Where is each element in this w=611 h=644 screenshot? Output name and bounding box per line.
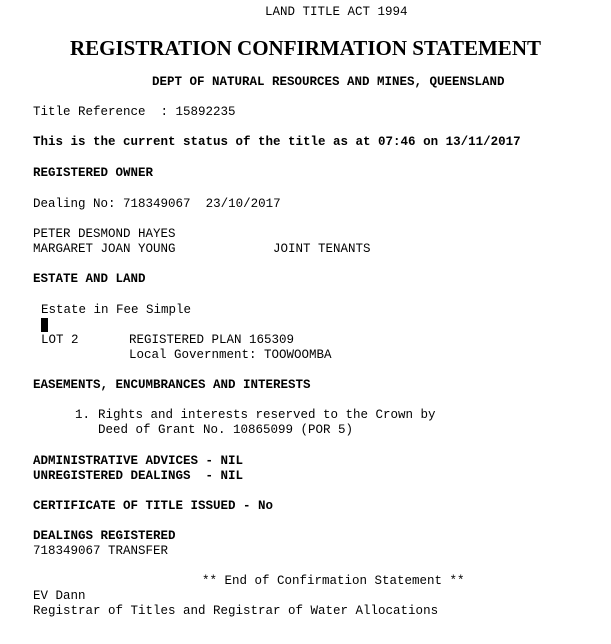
- dealing-item: 718349067 TRANSFER: [33, 544, 169, 558]
- administrative-advices: ADMINISTRATIVE ADVICES - NIL: [33, 454, 244, 468]
- easements-heading: EASEMENTS, ENCUMBRANCES AND INTERESTS: [33, 378, 311, 392]
- easement-number: 1.: [75, 408, 91, 422]
- owner-name: MARGARET JOAN YOUNG: [33, 242, 176, 256]
- tenancy-type: JOINT TENANTS: [273, 242, 371, 256]
- signatory-name: EV Dann: [33, 589, 86, 603]
- registered-owner-heading: REGISTERED OWNER: [33, 166, 154, 180]
- easement-text: Rights and interests reserved to the Crown by: [98, 408, 436, 422]
- local-government: Local Government: TOOWOOMBA: [129, 348, 332, 362]
- estate-and-land-heading: ESTATE AND LAND: [33, 272, 146, 286]
- owner-name: PETER DESMOND HAYES: [33, 227, 176, 241]
- registered-plan: REGISTERED PLAN 165309: [129, 333, 295, 347]
- signatory-role: Registrar of Titles and Registrar of Water Allocations: [33, 604, 439, 618]
- title-reference-label: Title Reference :: [33, 105, 169, 119]
- status-line: This is the current status of the title as at 07:46 on 13/11/2017: [33, 135, 521, 149]
- easement-text: Deed of Grant No. 10865099 (POR 5): [98, 423, 354, 437]
- title-reference: [33, 105, 236, 120]
- end-of-statement: ** End of Confirmation Statement **: [202, 574, 465, 588]
- dealing-line: [33, 197, 281, 212]
- title-reference-value: 15892235: [175, 105, 236, 119]
- act-name: LAND TITLE ACT 1994: [265, 5, 408, 19]
- dealing-number: 718349067: [123, 197, 191, 211]
- estate-type: Estate in Fee Simple: [41, 303, 192, 317]
- unregistered-dealings: UNREGISTERED DEALINGS - NIL: [33, 469, 244, 483]
- lot-number: LOT 2: [41, 333, 79, 347]
- dealings-registered-heading: DEALINGS REGISTERED: [33, 529, 176, 543]
- department-name: DEPT OF NATURAL RESOURCES AND MINES, QUEENSLAND: [152, 75, 505, 89]
- document-title: REGISTRATION CONFIRMATION STATEMENT: [69, 36, 541, 60]
- dealing-label: Dealing No:: [33, 197, 116, 211]
- dealing-date: 23/10/2017: [205, 197, 281, 211]
- certificate-status: CERTIFICATE OF TITLE ISSUED - No: [33, 499, 274, 513]
